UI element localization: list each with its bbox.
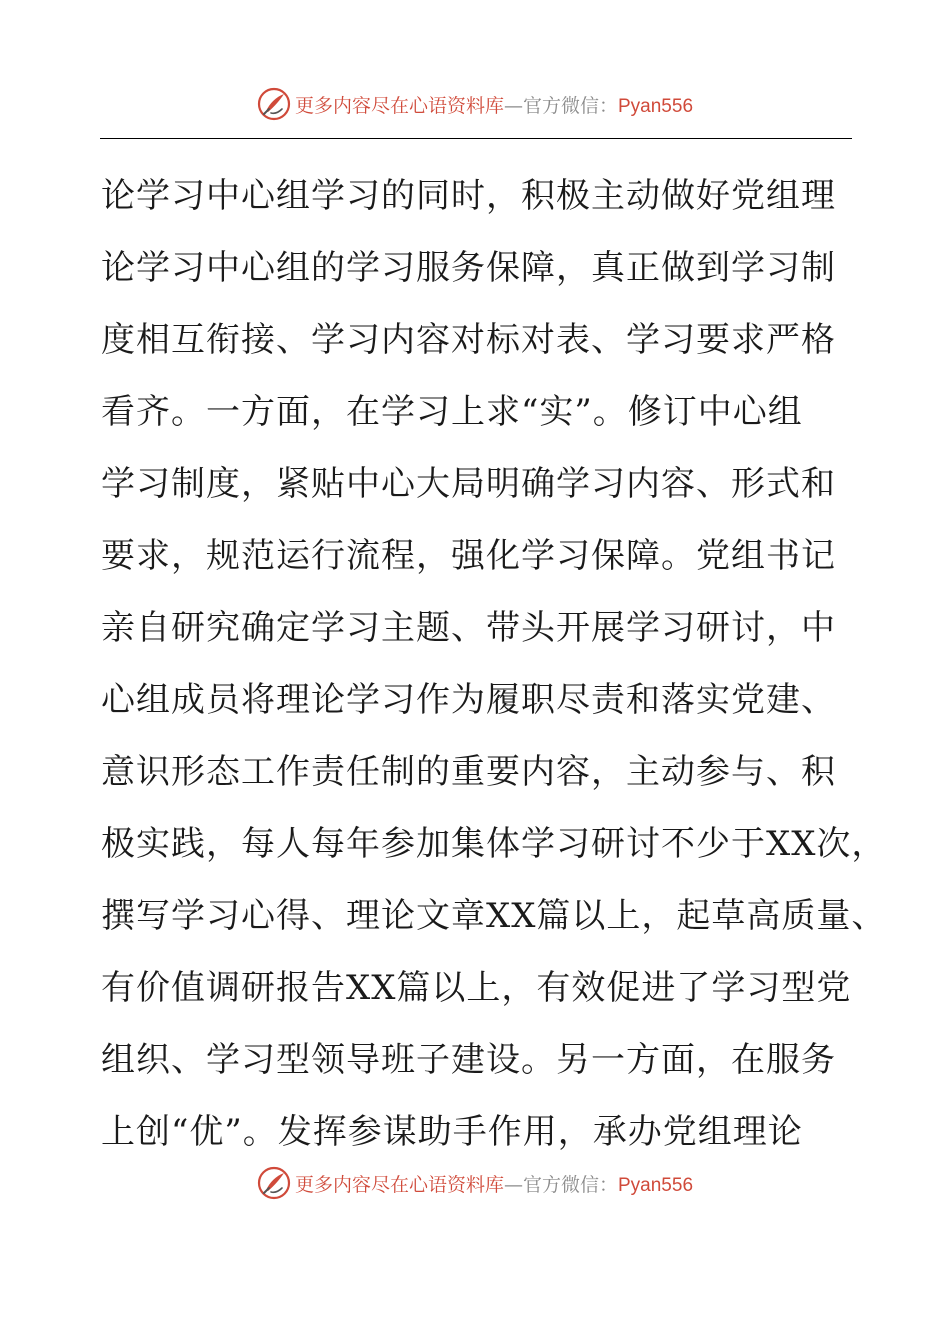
header-site-text: 更多内容尽在心语资料库 [294,94,504,117]
header-wechat-label: 官方微信： [522,94,618,117]
footer-wechat-id: Pyan556 [618,1174,694,1196]
footer-site-text: 更多内容尽在心语资料库 [294,1173,504,1196]
body-line: 学习制度，紧贴中心大局明确学习内容、形式和 [101,464,836,504]
document-body [101,160,887,1168]
quill-logo-icon [257,1166,291,1200]
body-line: 论学习中心组学习的同时，积极主动做好党组理 [101,176,836,216]
body-line: 要求，规范运行流程，强化学习保障。党组书记 [101,536,836,576]
body-line: 意识形态工作责任制的重要内容，主动参与、积 [101,752,836,792]
header-wechat-id: Pyan556 [618,95,694,117]
footer-banner-text [295,1170,693,1197]
body-line: 极实践，每人每年参加集体学习研讨不少于XX次， [101,824,887,864]
header-divider [100,138,852,139]
body-line: 撰写学习心得、理论文章XX篇以上，起草高质量、 [101,896,887,936]
body-line: 度相互衔接、学习内容对标对表、学习要求严格 [101,320,836,360]
header-banner-text [295,91,693,118]
body-line: 亲自研究确定学习主题、带头开展学习研讨，中 [101,608,836,648]
footer-wechat-label: 官方微信： [522,1173,618,1196]
header-banner [0,84,950,124]
footer-banner [0,1163,950,1203]
quill-logo-icon [257,87,291,121]
body-line: 组织、学习型领导班子建设。另一方面，在服务 [101,1040,836,1080]
body-line: 心组成员将理论学习作为履职尽责和落实党建、 [101,680,836,720]
body-line: 看齐。一方面，在学习上求“实”。修订中心组 [101,392,803,432]
header-dash: — [503,94,523,117]
body-line: 论学习中心组的学习服务保障，真正做到学习制 [101,248,836,288]
body-line: 有价值调研报告XX篇以上，有效促进了学习型党 [101,968,852,1008]
body-line: 上创“优”。发挥参谋助手作用，承办党组理论 [101,1112,803,1152]
footer-dash: — [503,1173,523,1196]
